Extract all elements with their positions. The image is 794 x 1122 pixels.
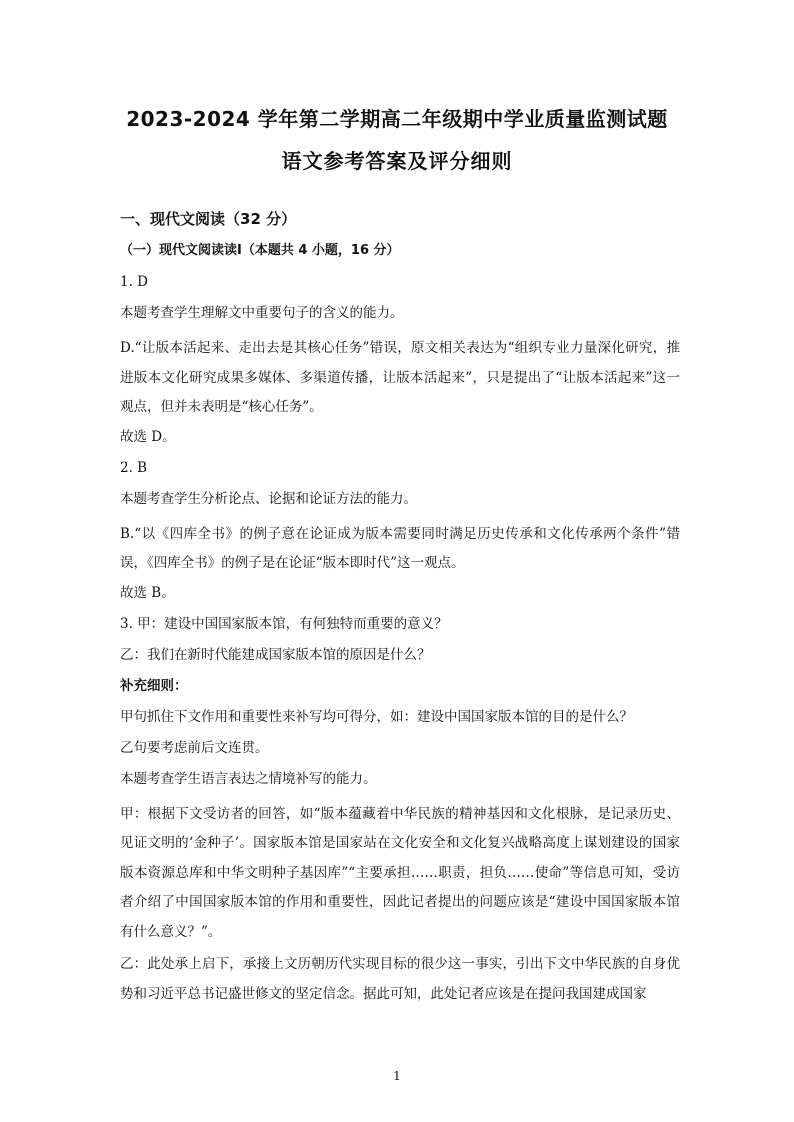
document-body [120,207,680,1010]
q3-analysis-a: 甲：根据下文受访者的回答，如“版本蕴藏着中华民族的精神基因和文化根脉，是记录历史、见证文明的‘金种子’。国家版本馆是国家站在文化安全和文化复兴战略高度上谋划建设的国家版本资源总库和中华文明种子基因库”“主要承担……职责，担负……使命”等信息可知，受访者介绍了中国国家版本馆的作用和重要性，因此记者提出的问题应该是“建设中国国家版本馆有什么意义？”。 [120,805,680,940]
q1-conclusion: 故选 D。 [120,428,176,445]
q2-skill: 本题考查学生分析论点、论据和论证方法的能力。 [120,490,417,507]
q2-conclusion: 故选 B。 [120,584,175,601]
q3-analysis-b: 乙：此处承上启下，承接上文历朝历代实现目标的很少这一事实，引出下文中华民族的自身优势和习近平总书记盛世修文的坚定信念。据此可知，此处记者应该是在提问我国建成国家 [120,956,680,1002]
q1-skill: 本题考查学生理解文中重要句子的含义的能力。 [120,305,404,321]
q1-explanation: D.“让版本活起来、走出去是其核心任务”错误，原文相关表达为“组织专业力量深化研究，推进版本文化研究成果多媒体、多渠道传播，让版本活起来”，只是提出了“让版本活起来”这一观点，但并未表明是“核心任务”。 [120,340,680,415]
q3-rule-b: 乙句要考虑前后文连贯。 [120,739,269,756]
q3-skill: 本题考查学生语言表达之情境补写的能力。 [120,770,377,787]
page-number: 1 [393,1069,401,1083]
q2-explanation: B.“以《四库全书》的例子意在论证成为版本需要同时满足历史传承和文化传承两个条件”错误，《四库全书》的例子是在论证“版本即时代”这一观点。 [120,525,680,571]
q3-supplement-heading: 补充细则： [120,677,188,694]
q3-answer-a: 3. 甲：建设中国国家版本馆，有何独特而重要的意义？ [120,615,448,632]
document-subtitle: 语文参考答案及评分细则 [281,149,513,173]
subsection-heading: （一）现代文阅读读Ⅰ（本题共 4 小题，16 分） [120,243,400,258]
q3-rule-a: 甲句抓住下文作用和重要性来补写均可得分，如：建设中国国家版本馆的目的是什么？ [120,708,633,725]
q1-answer: 1. D [120,274,148,290]
q3-answer-b: 乙：我们在新时代能建成国家版本馆的原因是什么？ [120,646,431,663]
q2-answer: 2. B [120,459,148,476]
section-heading: 一、现代文阅读（32 分） [120,210,297,228]
document-title: 2023-2024 学年第二学期高二年级期中学业质量监测试题 [126,107,668,131]
